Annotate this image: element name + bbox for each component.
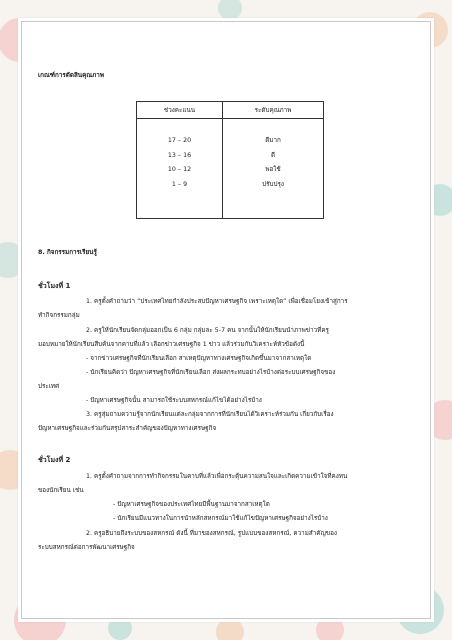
bullet-line: - นักเรียนมีแนวทางในการนำหลักสหกรณ์มาใช้แก้ไขปัญหาเศรษฐกิจอย่างไรบ้าง bbox=[113, 515, 328, 522]
paragraph-line: ปัญหาเศรษฐกิจและร่วมกันสรุปสาระสำคัญของปัญหาทางเศรษฐกิจ bbox=[38, 425, 217, 432]
paragraph-line: 3. ครูสุ่มถามความรู้จากนักเรียนแต่ละกลุ่มจากการที่นักเรียนได้วิเคราะห์ร่วมกัน เกี่ยวกับเรื่อง bbox=[86, 411, 334, 418]
table-header-range: ช่วงคะแนน bbox=[137, 102, 223, 119]
paragraph-line: 1. ครูตั้งคำถามว่า “ประเทศไทยกำลังประสบปัญหาเศรษฐกิจ เพราะเหตุใด” เพื่อเชื่อมโยงเข้าสู่การ bbox=[86, 298, 348, 305]
grading-table bbox=[136, 101, 324, 219]
level-column bbox=[223, 119, 324, 219]
range-cell: 1 – 9 bbox=[171, 180, 188, 188]
hour-2-heading: ชั่วโมงที่ 2 bbox=[38, 456, 71, 464]
bullet-line: - นักเรียนคิดว่า ปัญหาเศรษฐกิจที่นักเรียนเลือก ส่งผลกระทบอย่างไรบ้างต่อระบบเศรษฐกิจของ bbox=[86, 369, 336, 376]
bullet-line: - ปัญหาเศรษฐกิจของประเทศไทยมีพื้นฐานมาจากสาเหตุใด bbox=[113, 501, 270, 508]
hour-1-heading: ชั่วโมงที่ 1 bbox=[38, 282, 71, 290]
paragraph-line: ทำกิจกรรมกลุ่ม bbox=[38, 312, 80, 319]
range-cell: 17 – 20 bbox=[167, 137, 192, 144]
level-cell: ปรับปรุง bbox=[262, 180, 284, 188]
criteria-heading: เกณฑ์การตัดสินคุณภาพ bbox=[38, 72, 104, 79]
paragraph-line: ระบบสหกรณ์ต่อการพัฒนาเศรษฐกิจ bbox=[38, 544, 135, 551]
level-cell: พอใช้ bbox=[265, 166, 281, 173]
paragraph-line: ของนักเรียน เช่น bbox=[38, 487, 84, 494]
section-8-heading: 8. กิจกรรมการเรียนรู้ bbox=[38, 249, 97, 256]
paragraph-line: 2. ครูให้นักเรียนจัดกลุ่มออกเป็น 6 กลุ่ม กลุ่มละ 5-7 คน จากนั้นให้นักเรียนนำภาพข่าวที่ครู bbox=[86, 327, 329, 334]
paragraph-line: มอบหมายให้นักเรียนสืบค้นจากคาบที่แล้ว เลือกข่าวเศรษฐกิจ 1 ข่าว แล้วร่วมกันวิเคราะห์หัวข้อดังนี้ bbox=[38, 341, 305, 348]
paragraph-line: 2. ครูอธิบายถึงระบบของสหกรณ์ ดังนี้ ที่มาของสหกรณ์, รูปแบบของสหกรณ์, ความสำคัญของ bbox=[86, 530, 337, 537]
bullet-line: - จากข่าวเศรษฐกิจที่นักเรียนเลือก สาเหตุปัญหาทางเศรษฐกิจเกิดขึ้นมาจากสาเหตุใด bbox=[86, 355, 312, 362]
range-column bbox=[137, 119, 223, 219]
range-cell: 13 – 16 bbox=[167, 151, 192, 159]
bullet-line: - ปัญหาเศรษฐกิจนั้น สามารถใช้ระบบสหกรณ์แก้ไขได้อย่างไรบ้าง bbox=[86, 397, 262, 404]
paragraph-line: 1. ครูตั้งคำถามจากการทำกิจกรรมในคาบที่แล้วเพื่อกระตุ้นความสนใจและเกิดความเข้าใจที่คงทน bbox=[86, 473, 348, 480]
level-cell: ดี bbox=[270, 151, 276, 159]
range-cell: 10 – 12 bbox=[167, 166, 192, 173]
paragraph-line: ประเทศ bbox=[38, 383, 60, 390]
level-cell: ดีมาก bbox=[265, 137, 281, 144]
table-header-level: ระดับคุณภาพ bbox=[223, 102, 324, 119]
